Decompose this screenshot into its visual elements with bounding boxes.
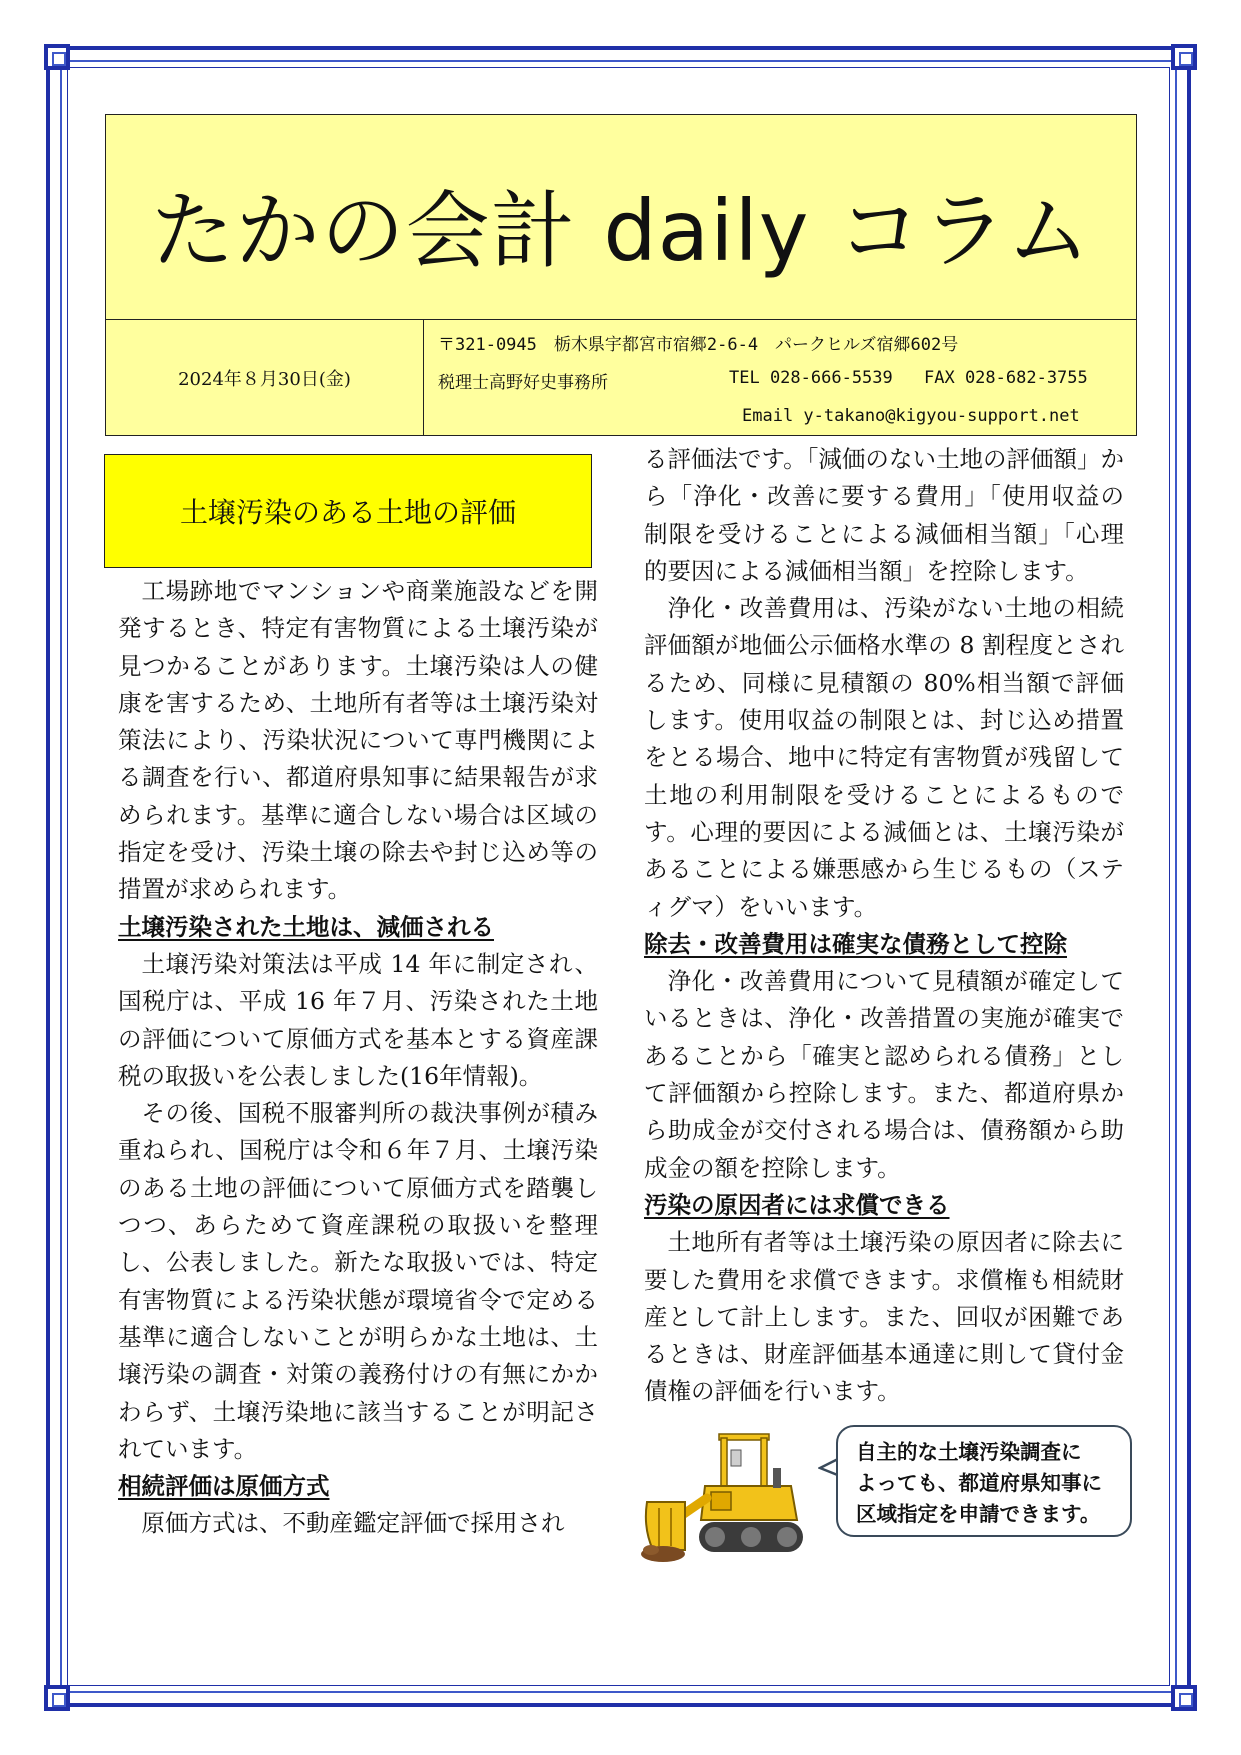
callout-line: よっても、都道府県知事に — [856, 1471, 1102, 1495]
paragraph: 原価方式は、不動産鑑定評価で採用され — [141, 1509, 565, 1538]
frame-corner-top-left — [44, 44, 70, 70]
callout-line: 区域指定を申請できます。 — [856, 1502, 1101, 1526]
masthead-title: たかの会計 daily コラム — [150, 181, 1092, 280]
frame-corner-bottom-left — [44, 1685, 70, 1711]
section-heading: 除去・改善費用は確実な債務として控除 — [644, 929, 1067, 958]
office-email: Email y-takano@kigyou-support.net — [742, 406, 1080, 426]
issue-date-text: 2024年８月30日(金) — [178, 368, 351, 390]
paragraph: その後、国税不服審判所の裁決事例が積み重ねられ、国税庁は令和６年７月、土壌汚染のある土地の評価について原価方式を踏襲しつつ、あらためて資産課税の取扱いを整理し、公表しました。新たな取扱いでは、特定有害物質による汚染状態が環境省令で定める基準に適合しないことが明らかな土地は、土壌汚染の調査・対策の義務付けの有無にかかわらず、土壌汚染地に該当することが明記されています。 — [118, 1099, 598, 1463]
office-tel: TEL 028-666-5539 — [729, 368, 893, 388]
contact-info — [424, 320, 1136, 435]
newsletter-header — [105, 114, 1137, 436]
frame-corner-bottom-right — [1171, 1685, 1197, 1711]
article-column-left — [118, 573, 598, 1543]
paragraph: 浄化・改善費用は、汚染がない土地の相続評価額が地価公示価格水準の 8 割程度とされるため、同様に見積額の 80%相当額で評価します。使用収益の制限とは、封じ込め措置をとる場合、地中に特定有害物質が残留して土地の利用制限を受けることによるものです。心理的要因による減価とは、土壌汚染があることによる嫌悪感から生じるもの（スティグマ）をいいます。 — [644, 594, 1124, 921]
section-heading: 土壌汚染された土地は、減価される — [118, 912, 494, 941]
paragraph: 土壌汚染対策法は平成 14 年に制定され、国税庁は、平成 16 年７月、汚染された土地の評価について原価方式を基本とする資産課税の取扱いを公表しました(16年情報)。 — [118, 949, 598, 1090]
office-name: 税理士高野好史事務所 — [438, 373, 608, 393]
article-title: 土壌汚染のある土地の評価 — [179, 496, 516, 529]
paragraph: 浄化・改善費用について見積額が確定しているときは、浄化・改善措置の実施が確実であることから「確実と認められる債務」として評価額から控除します。また、都道府県から助成金が交付される場合は、債務額から助成金の額を控除します。 — [644, 967, 1124, 1182]
section-heading: 汚染の原因者には求償できる — [644, 1190, 950, 1219]
section-heading: 相続評価は原価方式 — [118, 1472, 330, 1501]
callout-line: 自主的な土壌汚染調査に — [856, 1440, 1082, 1464]
paragraph: 土地所有者等は土壌汚染の原因者に除去に要した費用を求償できます。求償権も相続財産として計上します。また、回収が困難であるときは、財産評価基本通達に則して貸付金債権の評価を行います。 — [644, 1228, 1124, 1406]
office-address: 〒321-0945 栃木県宇都宮市宿郷2-6-4 パークヒルズ宿郷602号 — [438, 335, 959, 355]
bulldozer-icon — [641, 1428, 811, 1563]
frame-corner-top-right — [1171, 44, 1197, 70]
article-title-box — [104, 454, 592, 568]
masthead — [106, 115, 1136, 320]
issue-date — [106, 320, 424, 435]
callout-bubble — [836, 1425, 1132, 1537]
office-fax: FAX 028-682-3755 — [924, 368, 1088, 388]
article-column-right — [644, 441, 1124, 1411]
paragraph: 工場跡地でマンションや商業施設などを開発するとき、特定有害物質による土壌汚染が見つかることがあります。土壌汚染は人の健康を害するため、土地所有者等は土壌汚染対策法により、汚染状況について専門機関による調査を行い、都道府県知事に結果報告が求められます。基準に適合しない場合は区域の指定を受け、汚染土壌の除去や封じ込め等の措置が求められます。 — [118, 577, 598, 904]
paragraph: る評価法です。「減価のない土地の評価額」から「浄化・改善に要する費用」「使用収益の制限を受けることによる減価相当額」「心理的要因による減価相当額」を控除します。 — [644, 445, 1124, 585]
